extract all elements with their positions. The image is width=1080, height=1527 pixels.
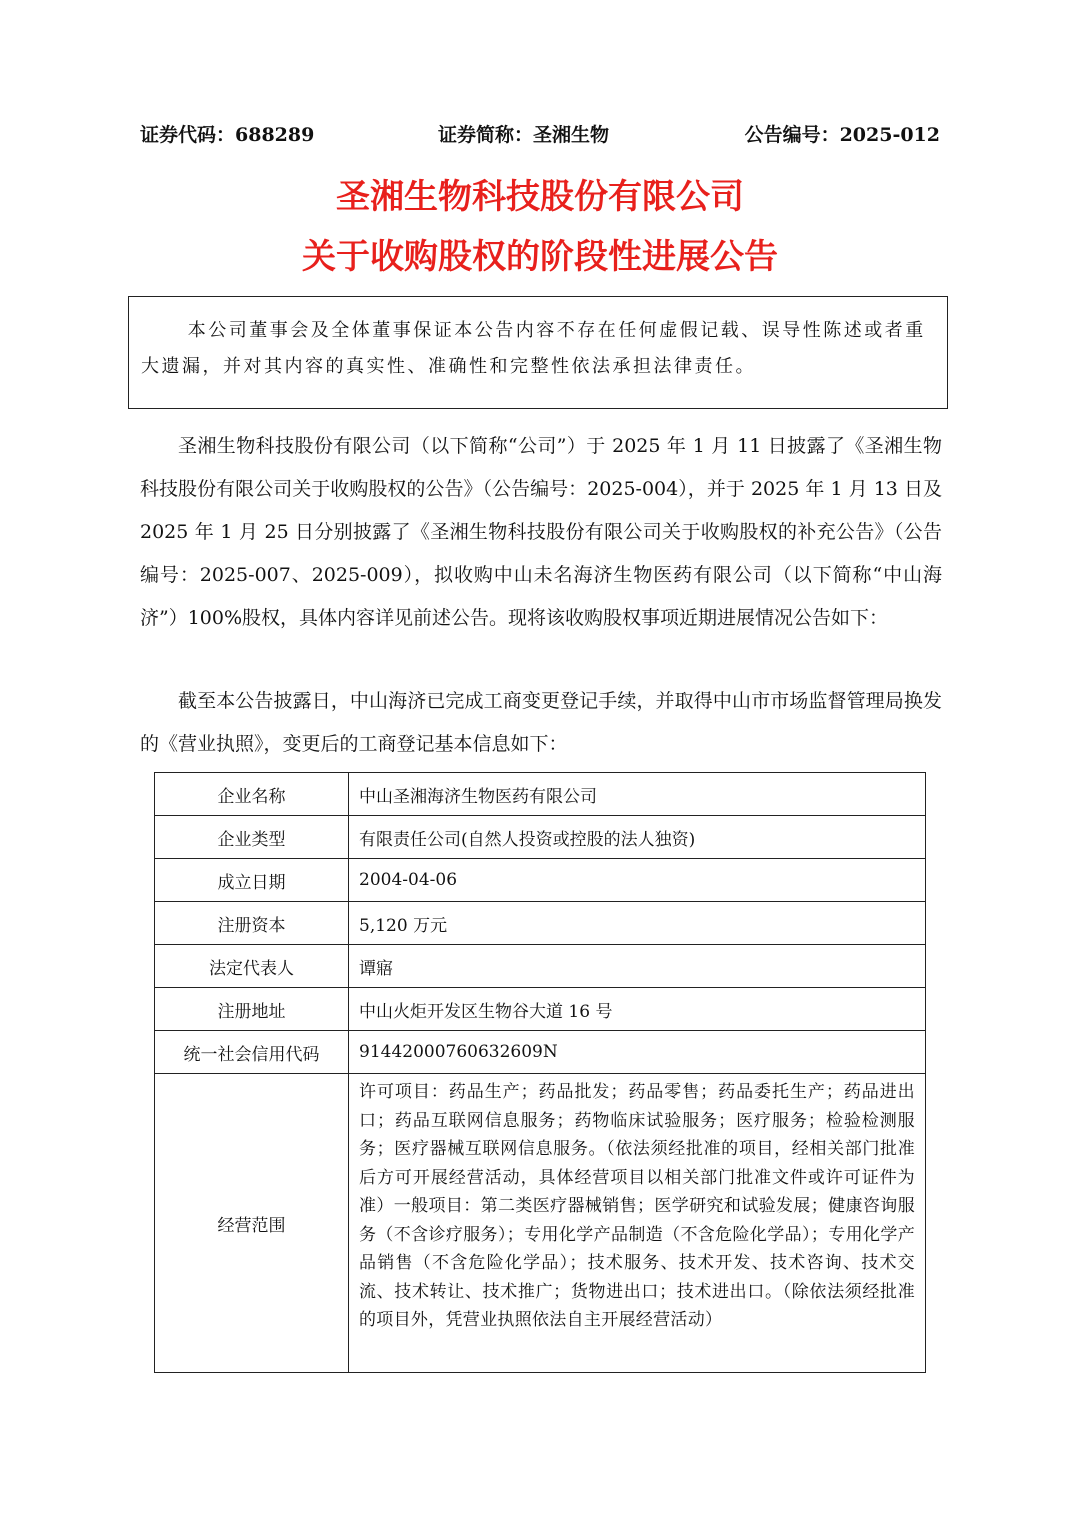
table-row <box>155 1031 926 1074</box>
document-header <box>140 120 940 150</box>
row-label: 注册地址 <box>155 988 349 1031</box>
registration-info-table <box>154 772 926 1373</box>
stock-code: 证券代码：688289 <box>140 124 315 146</box>
row-value: 中山火炬开发区生物谷大道 16 号 <box>349 988 926 1031</box>
row-value: 91442000760632609N <box>349 1031 926 1074</box>
table-row <box>155 1074 926 1373</box>
row-value: 中山圣湘海济生物医药有限公司 <box>349 773 926 816</box>
table-row <box>155 816 926 859</box>
table-row <box>155 773 926 816</box>
row-value: 有限责任公司(自然人投资或控股的法人独资) <box>349 816 926 859</box>
announcement-number: 公告编号：2025-012 <box>744 124 940 146</box>
stock-short-name: 证券简称：圣湘生物 <box>438 124 610 146</box>
document-title-line1: 圣湘生物科技股份有限公司 <box>336 177 744 217</box>
row-value: 5,120 万元 <box>349 902 926 945</box>
table-row <box>155 945 926 988</box>
row-label: 经营范围 <box>155 1074 349 1373</box>
row-label: 企业名称 <box>155 773 349 816</box>
table-row <box>155 988 926 1031</box>
table-row <box>155 859 926 902</box>
row-label: 成立日期 <box>155 859 349 902</box>
row-value: 许可项目：药品生产；药品批发；药品零售；药品委托生产；药品进出口；药品互联网信息服务；药物临床试验服务；医疗服务；检验检测服务；医疗器械互联网信息服务。（依法须经批准的项目，经相关部门批准后方可开展经营活动，具体经营项目以相关部门批准文件或许可证件为准）一般项目：第二类医疗器械销售；医学研究和试验发展；健康咨询服务（不含诊疗服务）；专用化学产品制造（不含危险化学品）；专用化学产品销售（不含危险化学品）；技术服务、技术开发、技术咨询、技术交流、技术转让、技术推广；货物进出口；技术进出口。（除依法须经批准的项目外，凭营业执照依法自主开展经营活动） <box>349 1074 926 1373</box>
board-guarantee-notice: 本公司董事会及全体董事保证本公告内容不存在任何虚假记载、误导性陈述或者重大遗漏，并对其内容的真实性、准确性和完整性依法承担法律责任。 <box>128 296 948 409</box>
row-label: 法定代表人 <box>155 945 349 988</box>
row-value: 谭寤 <box>349 945 926 988</box>
row-label: 注册资本 <box>155 902 349 945</box>
row-value: 2004-04-06 <box>349 859 926 902</box>
document-title-line2: 关于收购股权的阶段性进展公告 <box>302 237 778 277</box>
body-paragraph: 截至本公告披露日，中山海济已完成工商变更登记手续，并取得中山市市场监督管理局换发的《营业执照》，变更后的工商登记基本信息如下： <box>140 690 942 755</box>
table-row <box>155 902 926 945</box>
body-paragraph: 圣湘生物科技股份有限公司（以下简称“公司”）于 2025 年 1 月 11 日披露了《圣湘生物科技股份有限公司关于收购股权的公告》（公告编号：2025-004），并于 2025 年 1 月 13 日及 2025 年 1 月 25 日分别披露了《圣湘生物科技股份有限公司关于收购股权的补充公告》（公告编号：2025-007、2025-009），拟收购中山未名海济生物医药有限公司（以下简称“中山海济”）100%股权，具体内容详见前述公告。现将该收购股权事项近期进展情况公告如下： <box>140 435 942 629</box>
row-label: 统一社会信用代码 <box>155 1031 349 1074</box>
row-label: 企业类型 <box>155 816 349 859</box>
